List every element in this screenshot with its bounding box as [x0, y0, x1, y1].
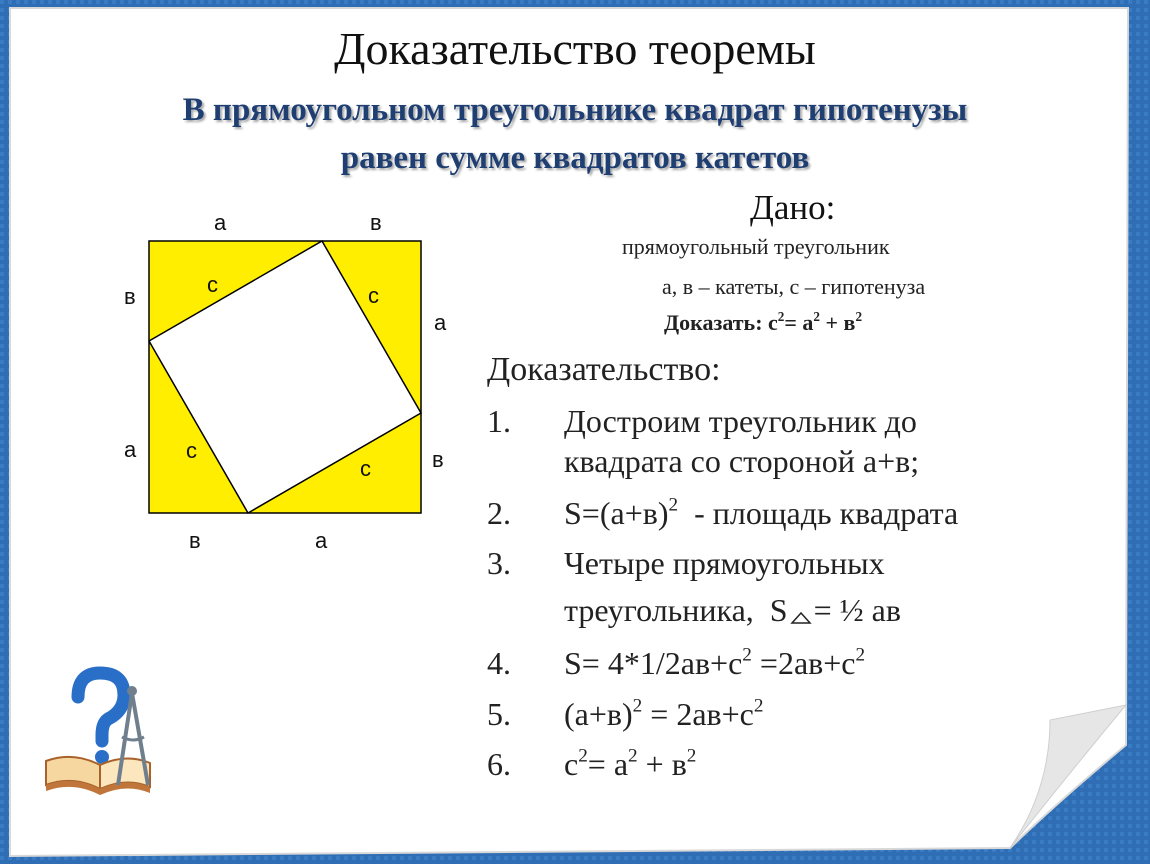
prove-statement: Доказать: $с^2= а^2 + в^2$: [664, 308, 863, 335]
label-left-a: а: [124, 437, 137, 462]
step-3-line-1: Четыре прямоугольных: [564, 545, 885, 581]
step-6-number: 6.: [487, 746, 511, 782]
label-top-b: в: [370, 210, 382, 235]
label-right-a: а: [434, 310, 447, 335]
question-book-compass-icon: [38, 665, 168, 805]
label-hyp-c-3: с: [186, 438, 197, 463]
label-hyp-c-2: с: [368, 283, 379, 308]
step-5-text: $(а+в)^2 = 2ав+с^2$: [564, 695, 764, 732]
pythagoras-square-diagram: [148, 240, 424, 516]
triangle-icon: [790, 611, 812, 625]
label-bottom-a: а: [315, 528, 328, 553]
label-hyp-c-1: с: [207, 272, 218, 297]
step-6-text: $с^2= а^2 + в^2$: [564, 745, 697, 782]
step-2-number: 2.: [487, 495, 511, 531]
step-1-number: 1.: [487, 403, 511, 439]
step-4-number: 4.: [487, 645, 511, 681]
proof-heading: Доказательство:: [487, 351, 721, 388]
given-line-1: прямоугольный треугольник: [622, 234, 890, 259]
label-top-a: а: [214, 210, 227, 235]
step-1-line-2: квадрата со стороной а+в;: [564, 443, 920, 479]
given-heading: Дано:: [750, 188, 836, 227]
label-bottom-b: в: [189, 528, 201, 553]
step-3-line-2: треугольника, S = ½ ав: [564, 592, 901, 628]
step-3-number: 3.: [487, 545, 511, 581]
label-left-b: в: [124, 284, 136, 309]
subtitle-line-1: В прямоугольном треугольнике квадрат гипотенузы: [182, 92, 968, 128]
label-hyp-c-4: с: [360, 456, 371, 481]
step-5-number: 5.: [487, 696, 511, 732]
step-2-text: $S=(а+в)^2$ - площадь квадрата: [564, 494, 959, 531]
step-1-line-1: Достроим треугольник до: [564, 403, 917, 439]
step-4-text: $S= 4*1/2ав+с^2 =2ав+с^2$: [564, 644, 866, 681]
given-line-2: а, в – катеты, с – гипотенуза: [662, 274, 926, 299]
page-title: Доказательство теоремы: [334, 23, 816, 74]
subtitle-line-2: равен сумме квадратов катетов: [340, 140, 810, 176]
label-right-b: в: [432, 447, 444, 472]
